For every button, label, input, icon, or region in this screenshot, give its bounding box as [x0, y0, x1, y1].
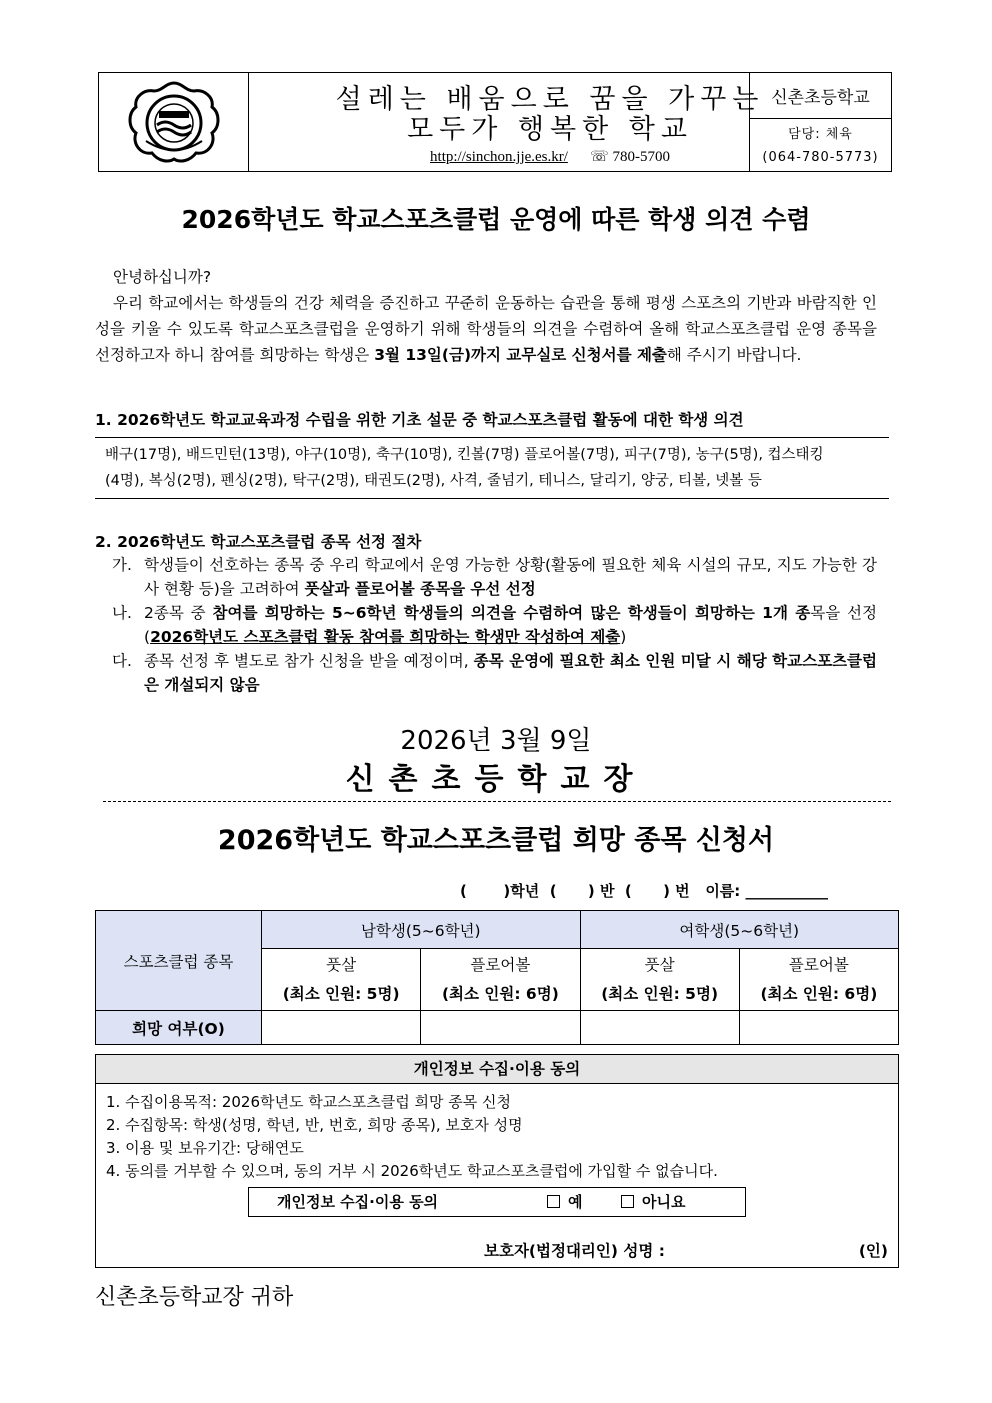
greeting: 안녕하십니까? — [113, 268, 212, 286]
consent-agree-box — [248, 1187, 746, 1217]
male-futsal-header — [262, 949, 421, 1011]
wish-row-label: 희망 여부(O) — [96, 1011, 262, 1045]
male-floorball-wish-cell[interactable] — [421, 1011, 580, 1045]
sport-name: 플로어볼 — [788, 955, 849, 974]
item-text: 목을 선정( — [144, 604, 877, 646]
principal-signature: 신촌초등학교장 — [345, 762, 647, 797]
male-group-header: 남학생(5~6학년) — [262, 911, 581, 949]
privacy-consent-box — [95, 1054, 899, 1268]
notice-body-text: 우리 학교에서는 학생들의 건강 체력을 증진하고 꾸준히 운동하는 습관을 통해 평생 스포츠의 기반과 바람직한 인성을 키울 수 있도록 학교스포츠클럽을 운영하기 위해 학생들의 의견을 수렴하여 올해 학교스포츠클럽 운영 종목을 선정하고자 하니 참여를 희망하는 학생은 — [95, 294, 877, 364]
survey-results-line-1: 배구(17명), 배드민턴(13명), 야구(10명), 축구(10명), 킨볼(7명) 플로어볼(7명), 피구(7명), 농구(5명), 컵스태킹 — [105, 447, 824, 463]
school-name: 신촌초등학교 — [750, 73, 891, 119]
school-url-link[interactable]: http://sinchon.jje.es.kr/ — [430, 149, 568, 165]
consent-no-option[interactable] — [621, 1188, 685, 1216]
sport-column-header: 스포츠클럽 종목 — [96, 911, 262, 1011]
item-marker: 나. — [112, 604, 132, 622]
consent-agree-label: 개인정보 수집·이용 동의 — [277, 1193, 439, 1211]
manager-label: 담당: 체육 — [788, 127, 853, 142]
female-group-header: 여학생(5~6학년) — [580, 911, 899, 949]
item-text: 학생들이 선호하는 종목 중 우리 학교에서 운영 가능한 상황(활동에 필요한 체육 시설의 규모, 지도 가능한 강사 현황 등)을 고려하여 — [144, 556, 877, 598]
notice-deadline: 3월 13일(금)까지 교무실로 신청서를 제출 — [374, 346, 667, 364]
no-label: 아니요 — [642, 1193, 686, 1211]
female-floorball-header — [739, 949, 898, 1011]
sport-name: 플로어볼 — [470, 955, 531, 974]
notice-title: 2026학년도 학교스포츠클럽 운영에 따른 학생 의견 수렴 — [181, 205, 811, 234]
slogan-line-2: 모두가 행복한 학교 — [407, 114, 693, 145]
manager-phone: (064-780-5773) — [762, 150, 879, 165]
consent-yes-option[interactable] — [547, 1188, 583, 1216]
item-bold-text: 참여를 희망하는 5~6학년 학생들의 의견을 수렴하여 많은 학생들이 희망하는 1개 종 — [212, 604, 811, 622]
letterhead — [98, 72, 892, 172]
letterhead-right — [749, 73, 891, 171]
item-text: ) — [620, 628, 627, 646]
female-futsal-header — [580, 949, 739, 1011]
consent-line-1: 1. 수집이용목적: 2026학년도 학교스포츠클럽 희망 종목 신청 — [106, 1093, 511, 1111]
school-emblem — [99, 73, 249, 171]
notice-body — [95, 290, 877, 368]
item-bold-text: 종목 운영에 필요한 최소 인원 미달 시 해당 학교스포츠클럽은 개설되지 않음 — [144, 652, 877, 694]
min-count: (최소 인원: 6명) — [441, 984, 559, 1003]
female-futsal-wish-cell[interactable] — [580, 1011, 739, 1045]
phone-icon: ☏ — [589, 149, 609, 165]
procedure-item-na — [112, 601, 877, 649]
male-floorball-header — [421, 949, 580, 1011]
item-bold-text: 풋살과 플로어볼 종목을 우선 선정 — [304, 580, 536, 598]
consent-line-3: 3. 이용 및 보유기간: 당해연도 — [106, 1139, 304, 1157]
item-marker: 다. — [112, 652, 132, 670]
section-1-title: 1. 2026학년도 학교교육과정 수립을 위한 기초 설문 중 학교스포츠클럽 활동에 대한 학생 의견 — [95, 411, 744, 429]
item-text: 2종목 중 — [144, 604, 213, 622]
seal-mark: (인) — [858, 1242, 888, 1260]
section-2-title: 2. 2026학년도 학교스포츠클럽 종목 선정 절차 — [95, 533, 422, 551]
school-emblem-icon — [124, 79, 224, 165]
yes-label: 예 — [568, 1193, 583, 1211]
no-checkbox[interactable] — [621, 1195, 634, 1208]
consent-line-2: 2. 수집항목: 학생(성명, 학년, 반, 번호, 희망 종목), 보호자 성명 — [106, 1116, 523, 1134]
procedure-item-da — [112, 649, 877, 697]
application-table — [95, 910, 899, 1045]
slogan-line-1: 설레는 배움으로 꿈을 가꾸는 — [335, 84, 765, 115]
sport-name: 풋살 — [644, 955, 675, 974]
sport-name: 풋살 — [326, 955, 357, 974]
procedure-item-ga — [112, 553, 877, 601]
survey-results-box — [95, 437, 889, 499]
application-title: 2026학년도 학교스포츠클럽 희망 종목 신청서 — [217, 825, 775, 856]
yes-checkbox[interactable] — [547, 1195, 560, 1208]
item-text: 종목 선정 후 별도로 참가 신청을 받을 예정이며, — [144, 652, 474, 670]
item-underlined-text: 2026학년도 스포츠클럽 활동 참여를 희망하는 학생만 작성하여 제출 — [150, 628, 621, 646]
consent-line-4: 4. 동의를 거부할 수 있으며, 동의 거부 시 2026학년도 학교스포츠클럽에 가입할 수 없습니다. — [106, 1162, 718, 1180]
min-count: (최소 인원: 6명) — [760, 984, 878, 1003]
min-count: (최소 인원: 5명) — [282, 984, 400, 1003]
privacy-consent-title: 개인정보 수집·이용 동의 — [96, 1055, 898, 1084]
cut-line — [103, 801, 891, 802]
notice-body-end: 해 주시기 바랍니다. — [666, 346, 802, 364]
guardian-name-field[interactable]: 보호자(법정대리인) 성명 : — [484, 1242, 665, 1260]
male-futsal-wish-cell[interactable] — [262, 1011, 421, 1045]
addressee: 신촌초등학교장 귀하 — [95, 1285, 294, 1310]
phone-number: 780-5700 — [612, 149, 670, 165]
student-info-line[interactable]: ( )학년 ( ) 반 ( ) 번 이름: ___________ — [460, 882, 829, 900]
survey-results-line-2: (4명), 복싱(2명), 펜싱(2명), 탁구(2명), 태권도(2명), 사격, 줄넘기, 테니스, 달리기, 양궁, 티볼, 넷볼 등 — [105, 473, 762, 489]
min-count: (최소 인원: 5명) — [601, 984, 719, 1003]
female-floorball-wish-cell[interactable] — [739, 1011, 898, 1045]
item-marker: 가. — [112, 556, 132, 574]
notice-date: 2026년 3월 9일 — [400, 726, 592, 756]
